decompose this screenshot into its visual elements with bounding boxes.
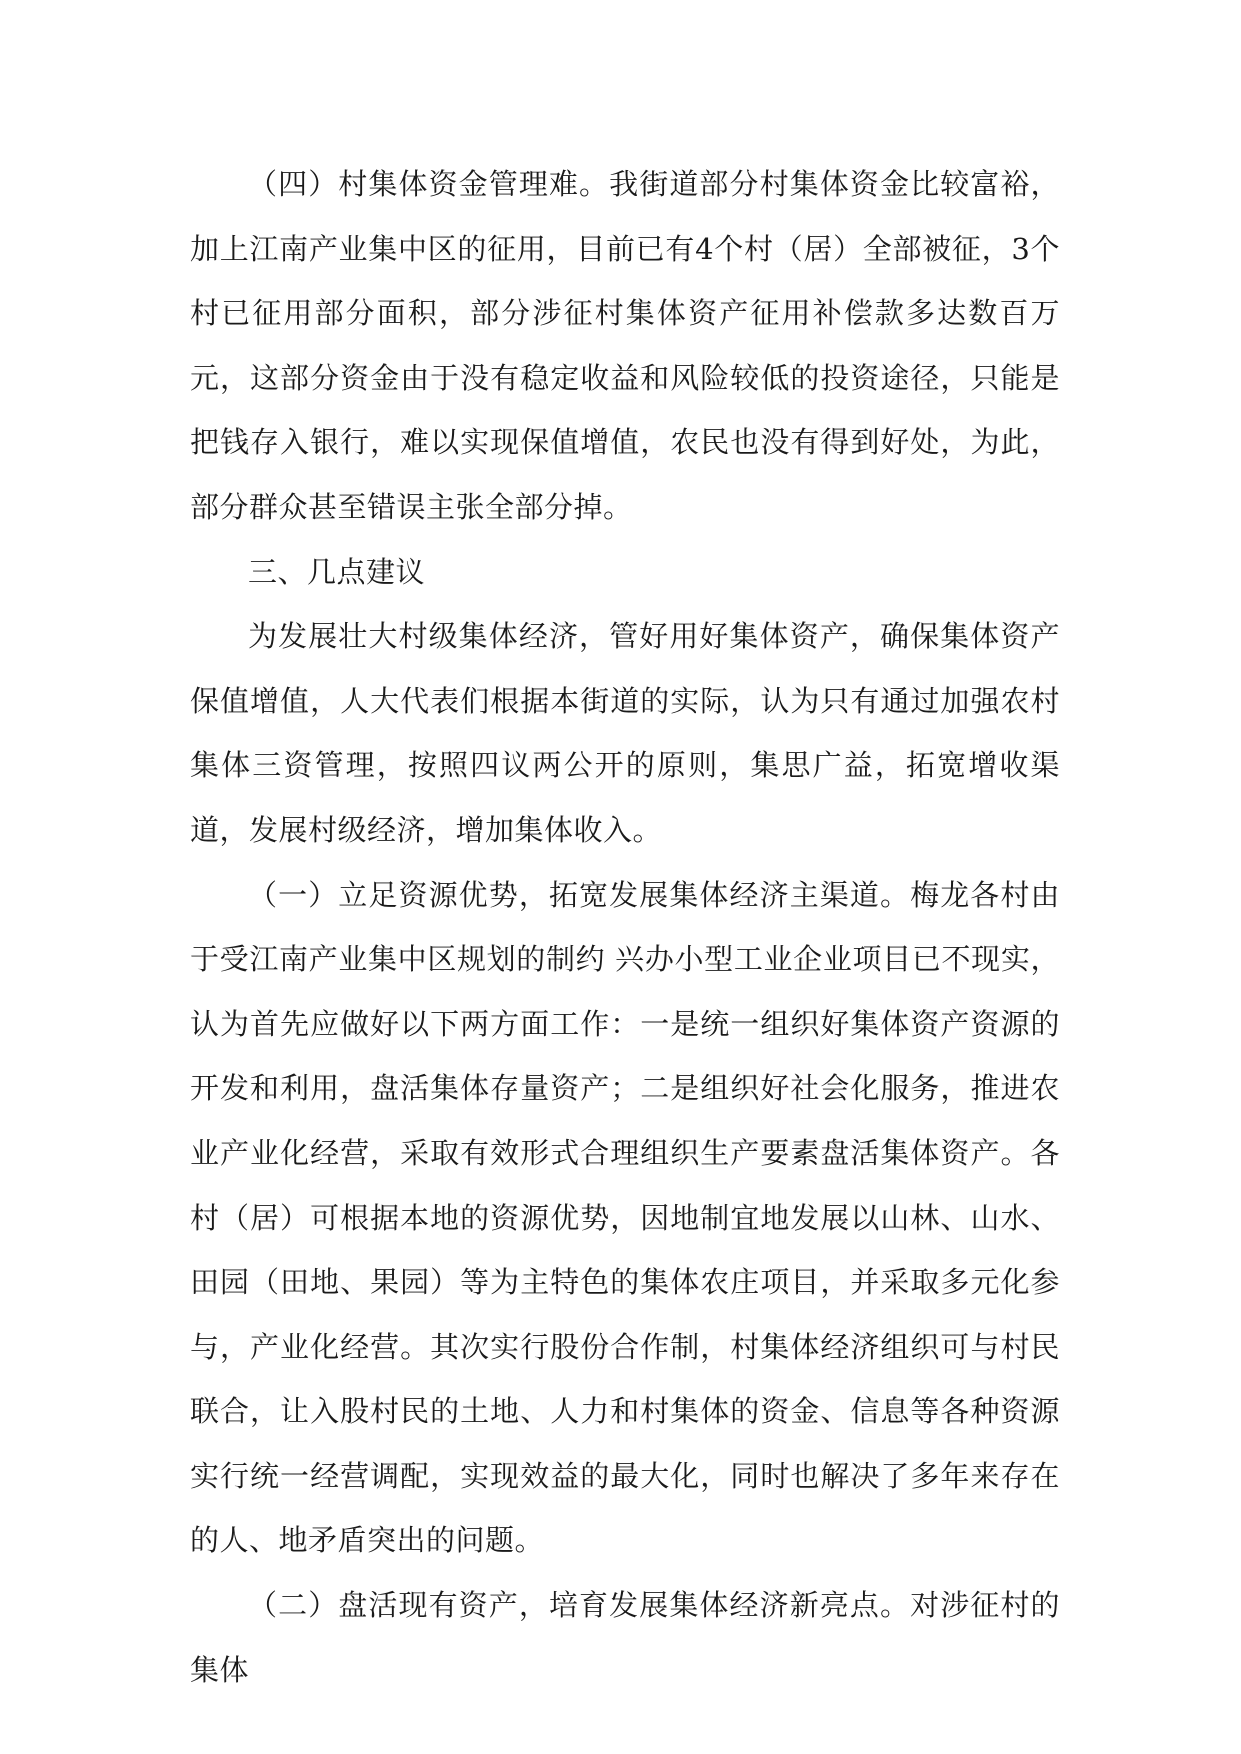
section-heading-suggestions: 三、几点建议 bbox=[248, 554, 426, 589]
body-text bbox=[190, 152, 1060, 1702]
paragraph-village-funds: （四）村集体资金管理难。我街道部分村集体资金比较富裕，加上江南产业集中区的征用，目前已有4个村（居）全部被征，3个村已征用部分面积，部分涉征村集体资产征用补偿款多达数百万元，这部分资金由于没有稳定收益和风险较低的投资途径，只能是把钱存入银行，难以实现保值增值，农民也没有得到好处，为此，部分群众甚至错误主张全部分掉。 bbox=[190, 167, 1060, 524]
paragraph-existing-assets: （二）盘活现有资产，培育发展集体经济新亮点。对涉征村的集体 bbox=[190, 1588, 1060, 1687]
paragraph-resource-advantage: （一）立足资源优势，拓宽发展集体经济主渠道。梅龙各村由于受江南产业集中区规划的制约 兴办小型工业企业项目已不现实，认为首先应做好以下两方面工作：一是统一组织好集体资产资源的开发和利用，盘活集体存量资产；二是组织好社会化服务，推进农业产业化经营，采取有效形式合理组织生产要素盘活集体资产。各村（居）可根据本地的资源优势，因地制宜地发展以山林、山水、田园（田地、果园）等为主特色的集体农庄项目，并采取多元化参与，产业化经营。其次实行股份合作制，村集体经济组织可与村民联合，让入股村民的土地、人力和村集体的资金、信息等各种资源实行统一经营调配，实现效益的最大化，同时也解决了多年来存在的人、地矛盾突出的问题。 bbox=[190, 877, 1060, 1558]
paragraph-suggestions-intro: 为发展壮大村级集体经济，管好用好集体资产，确保集体资产保值增值，人大代表们根据本街道的实际，认为只有通过加强农村集体三资管理，按照四议两公开的原则，集思广益，拓宽增收渠道，发展村级经济，增加集体收入。 bbox=[190, 619, 1060, 847]
